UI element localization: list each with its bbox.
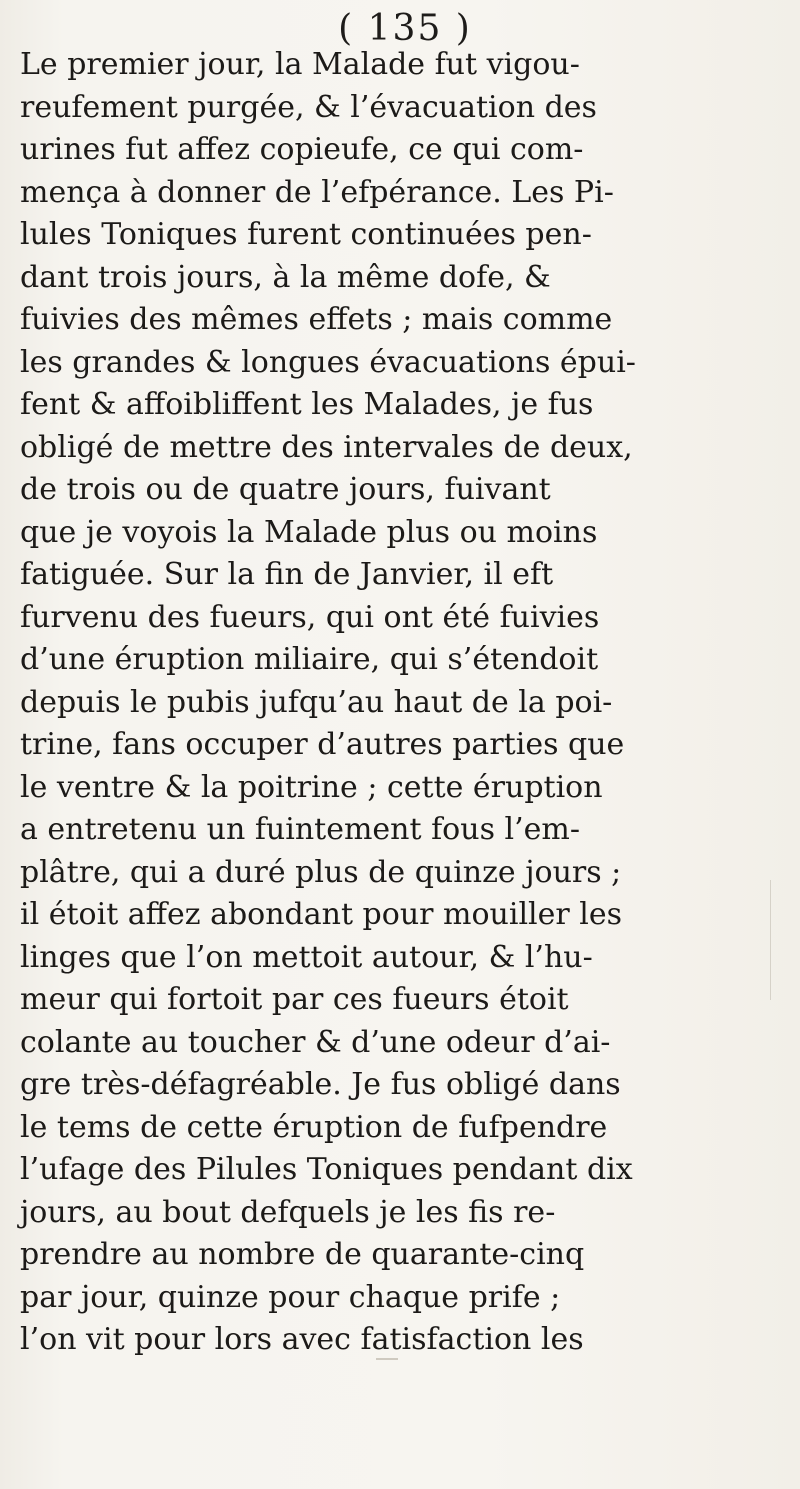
- text-line: l’ufage des Pilules Toniques pendant dix: [20, 1152, 633, 1187]
- text-line: fuivies des mêmes effets ; mais comme: [20, 302, 613, 337]
- body-text: [20, 44, 790, 1362]
- text-line: lules Toniques furent continuées pen-: [20, 217, 592, 252]
- paper-mark: [376, 1358, 398, 1360]
- text-line: linges que l’on mettoit autour, & l’hu-: [20, 939, 593, 975]
- text-line: obligé de mettre des intervales de deux,: [20, 429, 633, 465]
- page-number: ( 135 ): [338, 8, 472, 49]
- paper-crease: [770, 880, 771, 1000]
- text-line: l’on vit pour lors avec fatisfaction les: [20, 1322, 584, 1357]
- text-line: urines fut affez copieufe, ce qui com-: [20, 132, 584, 167]
- text-line: gre très-défagréable. Je fus obligé dans: [20, 1067, 621, 1102]
- text-line: fatiguée. Sur la fin de Janvier, il eft: [20, 557, 554, 592]
- text-line: le ventre & la poitrine ; cette éruption: [20, 769, 603, 805]
- text-line: prendre au nombre de quarante-cinq: [20, 1237, 585, 1272]
- text-line: dant trois jours, à la même dofe, &: [20, 259, 551, 295]
- text-line: le tems de cette éruption de fufpendre: [20, 1109, 608, 1145]
- text-line: reufement purgée, & l’évacuation des: [20, 89, 597, 125]
- text-line: colante au toucher & d’une odeur d’ai-: [20, 1024, 611, 1060]
- text-line: jours, au bout defquels je les fis re-: [20, 1194, 556, 1230]
- text-line: meur qui fortoit par ces fueurs étoit: [20, 982, 569, 1017]
- text-line: furvenu des fueurs, qui ont été fuivies: [20, 599, 600, 635]
- text-line: les grandes & longues évacuations épui-: [20, 344, 636, 380]
- text-line: fent & affoibliffent les Malades, je fus: [20, 387, 594, 422]
- text-line: par jour, quinze pour chaque prife ;: [20, 1279, 561, 1315]
- text-line: de trois ou de quatre jours, fuivant: [20, 472, 551, 507]
- text-line: Le premier jour, la Malade fut vigou-: [20, 47, 580, 82]
- text-line: plâtre, qui a duré plus de quinze jours ;: [20, 854, 622, 890]
- text-line: il étoit affez abondant pour mouiller les: [20, 897, 623, 932]
- text-line: depuis le pubis jufqu’au haut de la poi-: [20, 684, 613, 720]
- text-line: que je voyois la Malade plus ou moins: [20, 514, 598, 550]
- text-line: a entretenu un fuintement fous l’em-: [20, 812, 580, 847]
- text-line: trine, fans occuper d’autres parties que: [20, 727, 625, 762]
- text-line: d’une éruption miliaire, qui s’étendoit: [20, 642, 599, 677]
- text-line: mença à donner de l’efpérance. Les Pi-: [20, 174, 614, 210]
